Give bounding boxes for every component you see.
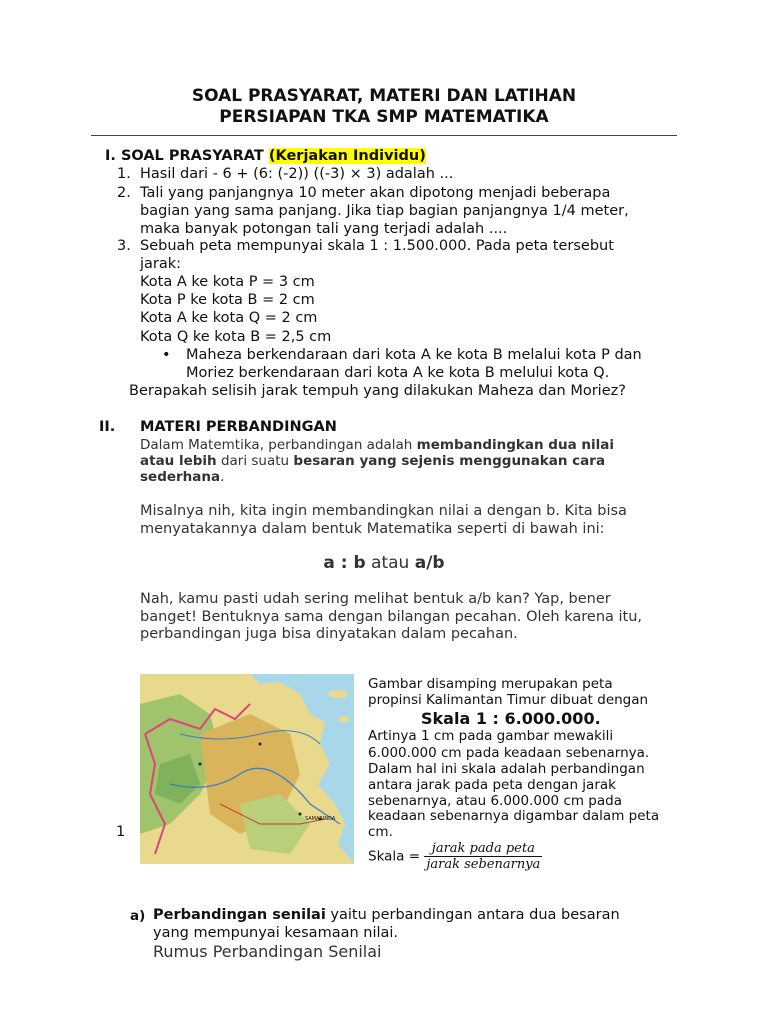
document-title-line2: PERSIAPAN TKA SMP MATEMATIKA — [219, 107, 549, 127]
expl-line7: cm. — [368, 824, 393, 840]
title-divider — [91, 135, 677, 136]
ratio-colon: a : b — [323, 553, 366, 573]
kalimantan-timur-map — [140, 674, 354, 864]
expl-line4: antara jarak pada peta dengan jarak — [368, 777, 616, 793]
expl-line3: Dalam hal ini skala adalah perbandingan — [368, 761, 645, 777]
section2-number: II. — [99, 419, 116, 435]
q2-number: 2. — [117, 185, 131, 201]
section1-heading-text: I. SOAL PRASYARAT — [105, 148, 264, 164]
expl-line1: Artinya 1 cm pada gambar mewakili — [368, 728, 614, 744]
ratio-formula — [0, 553, 768, 573]
para2-line3: perbandingan juga bisa dinyatakan dalam pecahan. — [140, 626, 518, 642]
map-graphic — [140, 674, 354, 864]
intro-text-d: dari suatu — [216, 453, 294, 469]
figure-number: 1 — [116, 824, 126, 840]
para2-line1: Nah, kamu pasti udah sering melihat bentuk a/b kan? Yap, bener — [140, 591, 611, 607]
q3-line2: jarak: — [140, 256, 182, 272]
expl-line5: sebenarnya, atau 6.000.000 cm pada — [368, 793, 622, 809]
sub-a-definition: yaitu perbandingan antara dua besaran — [325, 907, 620, 923]
para2-line2: banget! Bentuknya sama dengan bilangan pecahan. Oleh karena itu, — [140, 609, 643, 625]
q3-distance-4: Kota Q ke kota B = 2,5 cm — [140, 329, 332, 345]
q2-line2: bagian yang sama panjang. Jika tiap bagian panjangnya 1/4 meter, — [140, 203, 629, 219]
expl-line2: 6.000.000 cm pada keadaan sebenarnya. — [368, 745, 650, 761]
fraction-numerator: jarak pada peta — [424, 841, 542, 857]
intro-text-b: membandingkan dua nilai — [416, 437, 614, 453]
q3-bullet-line2: Moriez berkendaraan dari kota A ke kota B melului kota Q. — [186, 365, 610, 381]
scale-value: Skala 1 : 6.000.000. — [421, 709, 601, 728]
q1-number: 1. — [117, 166, 131, 182]
intro-text-a: Dalam Matemtika, perbandingan adalah — [140, 437, 417, 453]
formula-label: Skala = — [368, 848, 425, 865]
intro-text-e: besaran yang sejenis menggunakan cara — [293, 453, 606, 469]
sub-a-term: Perbandingan senilai — [153, 907, 326, 923]
section1-heading — [105, 147, 426, 166]
intro-line1 — [140, 437, 614, 454]
ratio-atau: atau — [365, 553, 415, 573]
bullet-dot: • — [162, 347, 171, 363]
sub-a-line1 — [153, 906, 620, 925]
q3-bullet-line1: Maheza berkendaraan dari kota A ke kota B melalui kota P dan — [186, 347, 642, 363]
q3-distance-3: Kota A ke kota Q = 2 cm — [140, 310, 318, 326]
sub-a-label: a) — [130, 908, 146, 924]
para1-line2: menyatakannya dalam bentuk Matematika seperti di bawah ini: — [140, 521, 605, 537]
intro-text-g: . — [220, 469, 225, 485]
para1-line1: Misalnya nih, kita ingin membandingkan nilai a dengan b. Kita bisa — [140, 503, 627, 519]
section1-highlight: (Kerjakan Individu) — [268, 148, 426, 164]
q3-distance-2: Kota P ke kota B = 2 cm — [140, 292, 315, 308]
q3-question: Berapakah selisih jarak tempuh yang dilakukan Maheza dan Moriez? — [129, 383, 626, 399]
intro-line2 — [140, 453, 605, 470]
map-label-samarinda: SAMARINDA — [305, 816, 336, 822]
scale-formula — [368, 841, 542, 872]
q1-text: Hasil dari - 6 + (6: (-2)) ((-3) × 3) adalah ... — [140, 166, 454, 182]
intro-text-f: sederhana — [140, 469, 221, 485]
map-desc-line1: Gambar disamping merupakan peta — [368, 676, 613, 692]
q3-number: 3. — [117, 238, 131, 254]
expl-line6: keadaan sebenarnya digambar dalam peta — [368, 808, 660, 824]
map-desc-line2: propinsi Kalimantan Timur dibuat dengan — [368, 692, 649, 708]
q2-line1: Tali yang panjangnya 10 meter akan dipotong menjadi beberapa — [140, 185, 611, 201]
scale-fraction — [424, 841, 542, 872]
intro-text-c: atau lebih — [140, 453, 217, 469]
ratio-fraction: a/b — [414, 553, 445, 573]
sub-a-line2: yang mempunyai kesamaan nilai. — [153, 925, 399, 941]
rumus-heading: Rumus Perbandingan Senilai — [153, 942, 382, 961]
fraction-denominator: jarak sebenarnya — [426, 857, 541, 872]
section2-heading: MATERI PERBANDINGAN — [140, 419, 337, 435]
q2-line3: maka banyak potongan tali yang terjadi adalah .... — [140, 221, 508, 237]
q3-distance-1: Kota A ke kota P = 3 cm — [140, 274, 315, 290]
intro-line3 — [140, 469, 224, 486]
document-title-line1: SOAL PRASYARAT, MATERI DAN LATIHAN — [191, 86, 577, 106]
q3-line1: Sebuah peta mempunyai skala 1 : 1.500.000. Pada peta tersebut — [140, 238, 614, 254]
